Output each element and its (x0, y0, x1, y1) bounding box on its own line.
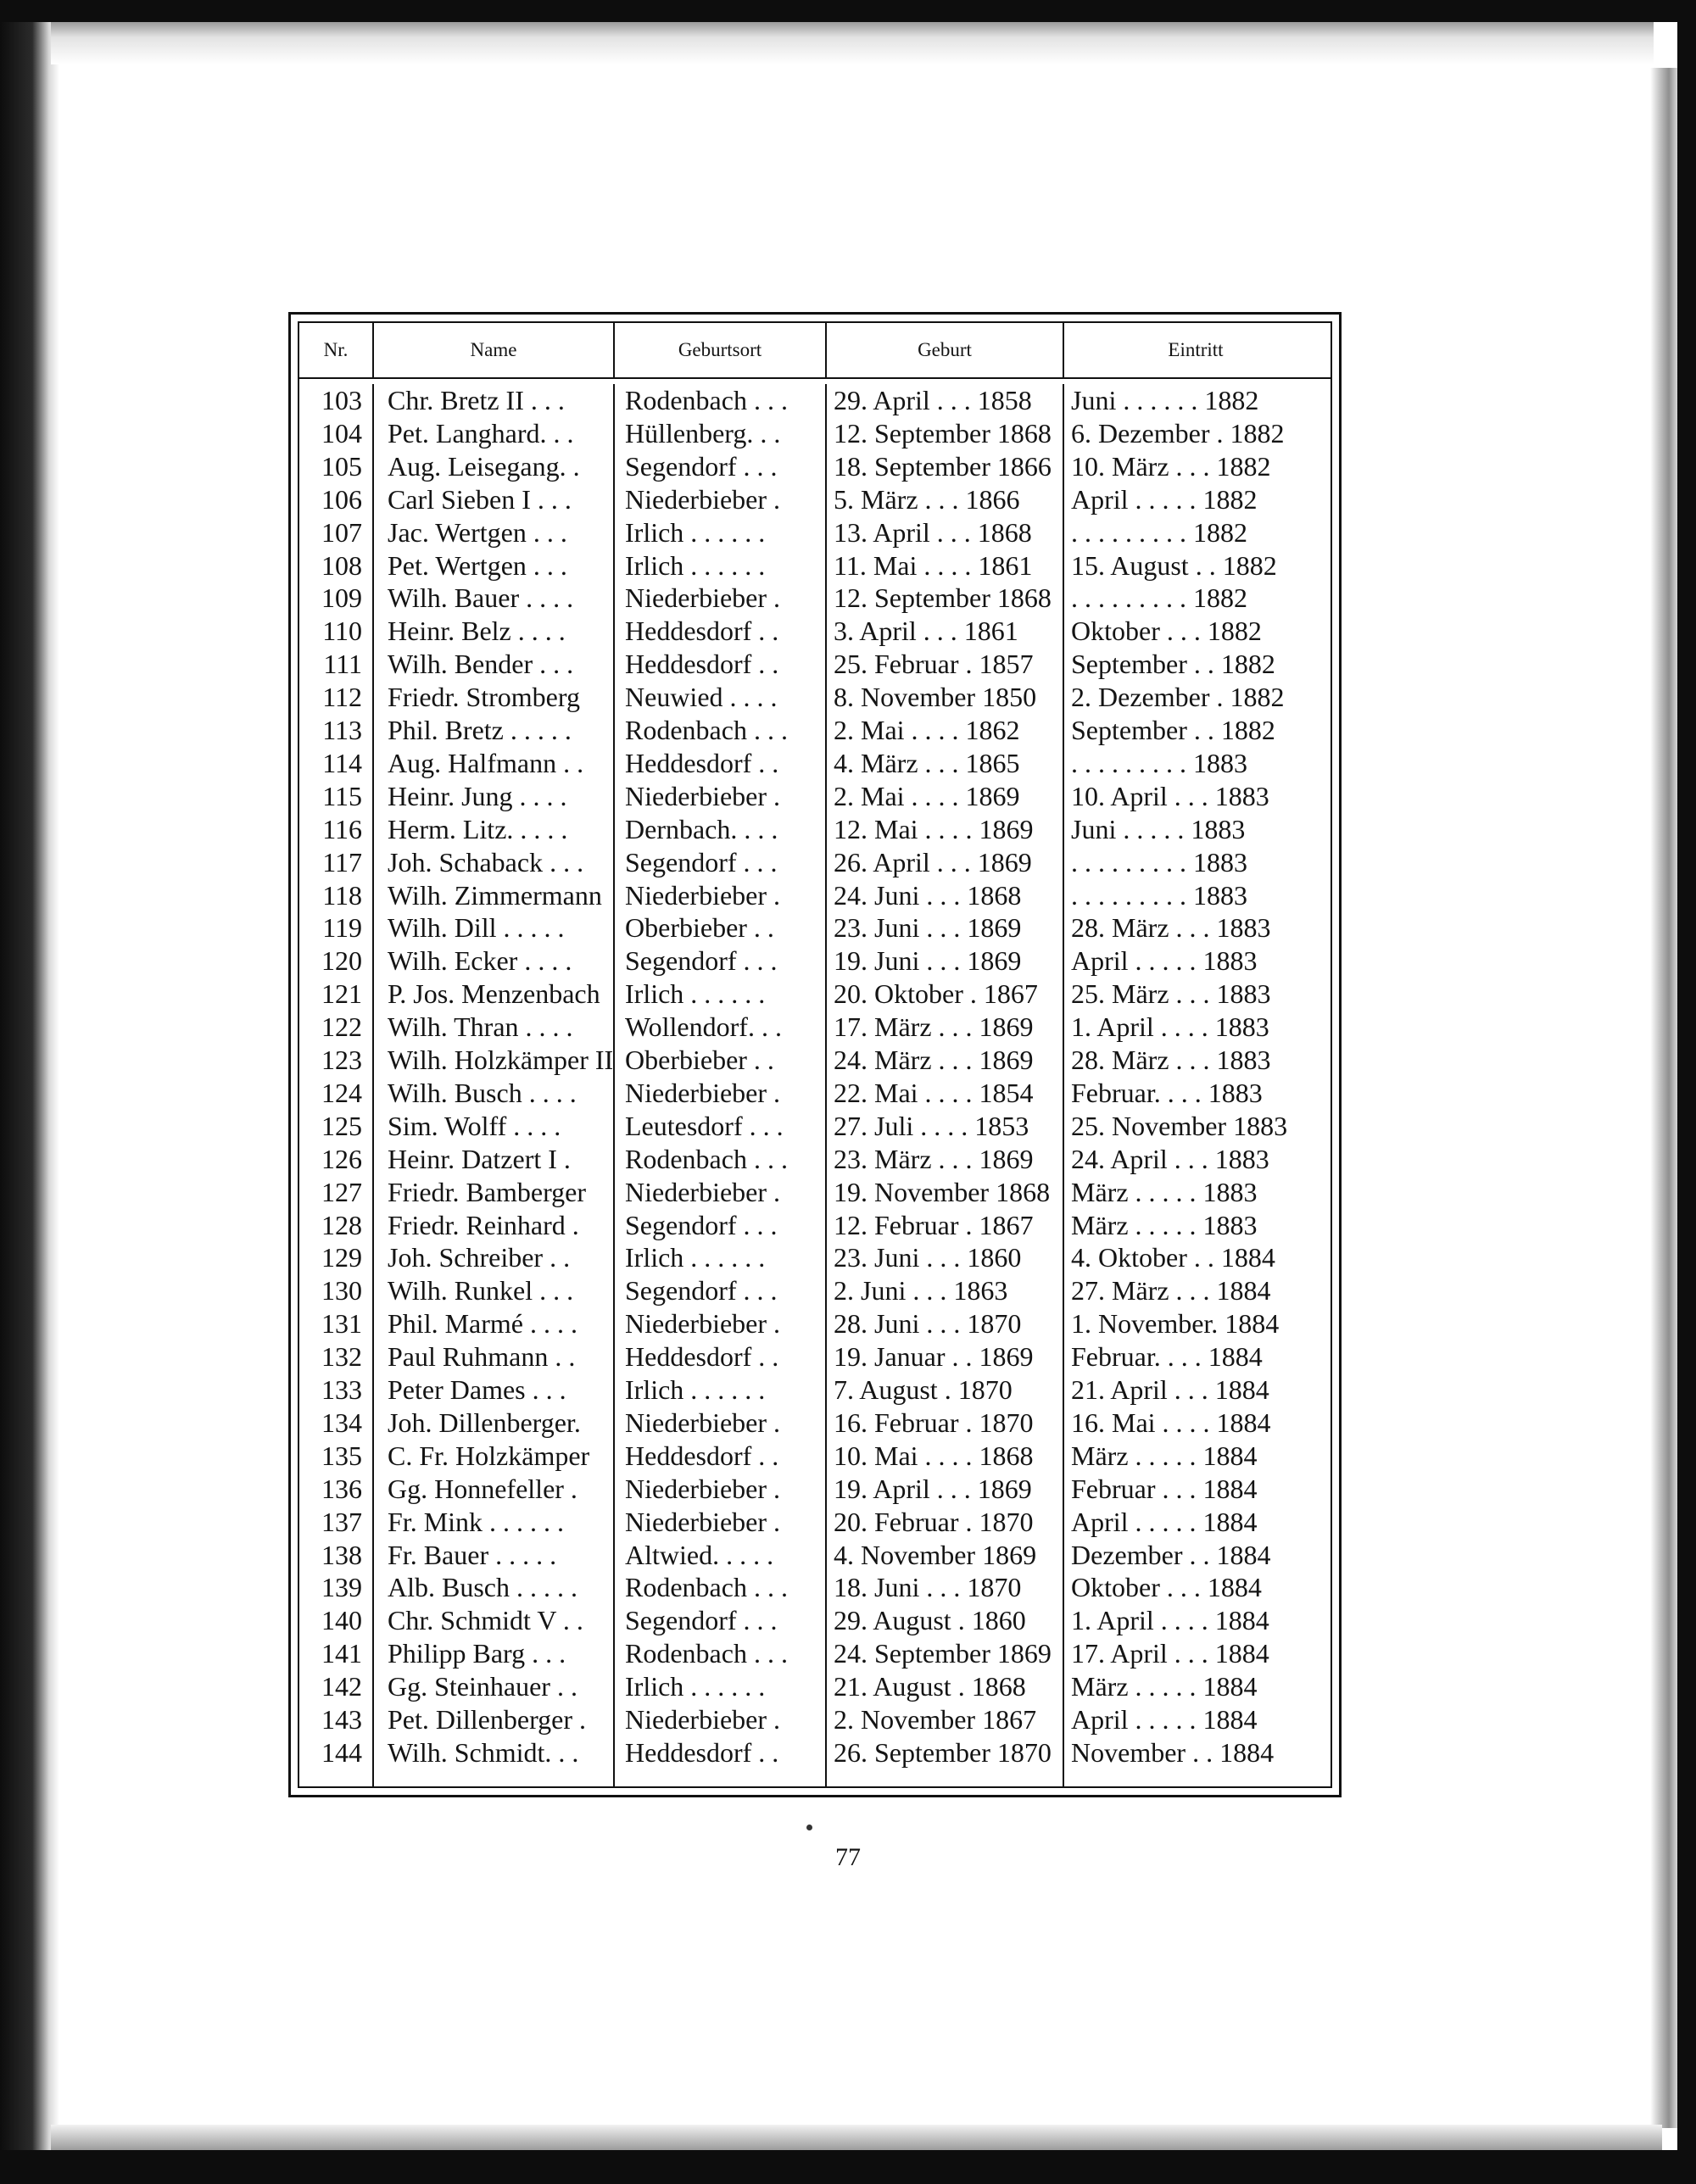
row-number: 131 (321, 1308, 362, 1340)
row-eintritt: 2. Dezember . 1882 (1071, 682, 1285, 713)
row-geburt: 3. April . . . 1861 (834, 616, 1018, 647)
row-number: 106 (321, 483, 362, 515)
row-geburtsort: Heddesdorf . . (625, 616, 779, 647)
table-row (299, 516, 1331, 549)
table-row (299, 1241, 1331, 1274)
row-eintritt: Dezember . . 1884 (1071, 1539, 1271, 1570)
row-eintritt: April . . . . . 1884 (1071, 1506, 1258, 1537)
row-name: Pet. Wertgen . . . (388, 549, 567, 581)
row-geburt: 4. März . . . 1865 (834, 747, 1020, 778)
row-geburtsort: Irlich . . . . . . (625, 549, 766, 581)
row-geburt: 20. Februar . 1870 (834, 1506, 1034, 1537)
table-row (299, 1209, 1331, 1242)
table-row (299, 780, 1331, 813)
row-number: 128 (321, 1209, 362, 1240)
row-eintritt: September . . 1882 (1071, 649, 1275, 680)
row-geburtsort: Segendorf . . . (625, 1605, 778, 1636)
row-number: 142 (321, 1671, 362, 1702)
table-row (299, 648, 1331, 681)
row-eintritt: November . . 1884 (1071, 1736, 1275, 1768)
row-name: Joh. Schaback . . . (388, 846, 584, 878)
row-eintritt: 17. April . . . 1884 (1071, 1638, 1269, 1669)
row-geburtsort: Segendorf . . . (625, 1275, 778, 1306)
row-number: 119 (322, 912, 362, 944)
row-name: Wilh. Bender . . . (388, 649, 574, 680)
row-eintritt: 1. November. 1884 (1071, 1308, 1280, 1340)
row-geburtsort: Heddesdorf . . (625, 747, 779, 778)
header-nr: Nr. (299, 323, 374, 377)
row-geburtsort: Niederbieber . (625, 1506, 781, 1537)
row-geburtsort: Dernbach. . . . (625, 813, 778, 844)
row-geburt: 26. April . . . 1869 (834, 846, 1032, 878)
row-name: Alb. Busch . . . . . (388, 1572, 577, 1603)
row-name: Wilh. Thran . . . . (388, 1011, 573, 1043)
table-row (299, 1340, 1331, 1373)
row-geburt: 2. November 1867 (834, 1704, 1037, 1735)
row-geburtsort: Altwied. . . . . (625, 1539, 774, 1570)
row-geburtsort: Niederbieber . (625, 1176, 781, 1207)
row-number: 109 (321, 582, 362, 614)
row-geburt: 27. Juli . . . . 1853 (834, 1110, 1029, 1141)
row-name: Wilh. Dill . . . . . (388, 912, 565, 944)
row-geburtsort: Segendorf . . . (625, 846, 778, 878)
table-row (299, 1539, 1331, 1572)
row-geburtsort: Niederbieber . (625, 879, 781, 911)
scan-border-bottom (0, 2150, 1696, 2184)
row-geburt: 24. Juni . . . 1868 (834, 879, 1022, 911)
row-number: 107 (321, 516, 362, 548)
row-name: Wilh. Busch . . . . (388, 1077, 577, 1108)
page-bottom-edge-shadow (51, 2125, 1662, 2150)
table-row (299, 1637, 1331, 1670)
row-geburt: 19. April . . . 1869 (834, 1473, 1032, 1504)
row-geburt: 24. März . . . 1869 (834, 1045, 1034, 1075)
row-eintritt: 25. November 1883 (1071, 1110, 1288, 1141)
row-geburtsort: Neuwied . . . . (625, 682, 778, 713)
row-number: 111 (323, 649, 362, 680)
row-eintritt: 15. August . . 1882 (1071, 549, 1277, 581)
row-name: Aug. Leisegang. . (388, 450, 580, 482)
row-name: Friedr. Stromberg (388, 682, 580, 713)
row-number: 133 (321, 1374, 362, 1405)
page-number: 77 (835, 1843, 861, 1871)
row-eintritt: April . . . . . 1884 (1071, 1704, 1258, 1735)
table-row (299, 1307, 1331, 1340)
row-name: P. Jos. Menzenbach (388, 978, 600, 1010)
row-geburtsort: Niederbieber . (625, 1407, 781, 1438)
table-row (299, 1077, 1331, 1110)
row-geburt: 19. November 1868 (834, 1176, 1051, 1207)
row-geburtsort: Irlich . . . . . . (625, 1671, 766, 1702)
row-eintritt: April . . . . . 1882 (1071, 483, 1258, 515)
row-name: Chr. Schmidt V . . (388, 1605, 583, 1636)
row-eintritt: Juni . . . . . 1883 (1071, 813, 1246, 844)
table-row (299, 384, 1331, 417)
table-row (299, 846, 1331, 879)
row-eintritt: . . . . . . . . . 1882 (1071, 582, 1247, 614)
page-top-edge-shadow (51, 22, 1654, 64)
row-name: Joh. Schreiber . . (388, 1242, 571, 1273)
scan-border-top (0, 0, 1696, 22)
row-eintritt: 28. März . . . 1883 (1071, 912, 1271, 944)
row-name: Wilh. Schmidt. . . (388, 1736, 579, 1768)
row-eintritt: 1. April . . . . 1884 (1071, 1605, 1269, 1636)
row-name: Herm. Litz. . . . . (388, 813, 568, 844)
row-name: Jac. Wertgen . . . (388, 516, 567, 548)
row-geburtsort: Rodenbach . . . (625, 385, 788, 415)
row-name: Carl Sieben I . . . (388, 483, 572, 515)
row-eintritt: 21. April . . . 1884 (1071, 1374, 1269, 1405)
row-geburtsort: Heddesdorf . . (625, 649, 779, 680)
row-geburtsort: Oberbieber . . (625, 912, 774, 944)
row-name: Wilh. Zimmermann (388, 879, 602, 911)
row-geburtsort: Heddesdorf . . (625, 1341, 779, 1373)
row-eintritt: März . . . . . 1884 (1071, 1671, 1258, 1702)
row-number: 110 (322, 616, 362, 647)
row-number: 141 (321, 1638, 362, 1669)
row-geburt: 18. Juni . . . 1870 (834, 1572, 1022, 1603)
row-geburtsort: Segendorf . . . (625, 945, 778, 977)
table-row (299, 714, 1331, 747)
row-number: 118 (322, 879, 362, 911)
table-row (299, 1670, 1331, 1703)
row-geburtsort: Heddesdorf . . (625, 1440, 779, 1471)
row-geburt: 23. Juni . . . 1860 (834, 1242, 1022, 1273)
row-number: 127 (321, 1176, 362, 1207)
table-row (299, 681, 1331, 714)
row-geburt: 23. März . . . 1869 (834, 1143, 1034, 1174)
row-eintritt: Oktober . . . 1884 (1071, 1572, 1262, 1603)
row-name: Paul Ruhmann . . (388, 1341, 576, 1373)
row-geburt: 2. Mai . . . . 1869 (834, 780, 1020, 811)
register-table-inner (298, 321, 1332, 1788)
table-row (299, 747, 1331, 780)
row-eintritt: Februar. . . . 1883 (1071, 1077, 1263, 1108)
row-geburt: 22. Mai . . . . 1854 (834, 1077, 1034, 1108)
row-name: Gg. Steinhauer . . (388, 1671, 577, 1702)
row-name: Wilh. Holzkämper II (388, 1045, 614, 1075)
row-number: 116 (322, 813, 362, 844)
row-eintritt: 10. April . . . 1883 (1071, 780, 1269, 811)
row-eintritt: 25. März . . . 1883 (1071, 978, 1271, 1010)
row-number: 120 (321, 945, 362, 977)
row-geburt: 24. September 1869 (834, 1638, 1052, 1669)
row-geburt: 23. Juni . . . 1869 (834, 912, 1022, 944)
row-name: Phil. Bretz . . . . . (388, 715, 572, 745)
row-name: Friedr. Reinhard . (388, 1209, 579, 1240)
row-name: Heinr. Belz . . . . (388, 616, 566, 647)
row-geburt: 10. Mai . . . . 1868 (834, 1440, 1034, 1471)
table-row (299, 417, 1331, 450)
row-geburtsort: Niederbieber . (625, 1308, 781, 1340)
row-number: 117 (322, 846, 362, 878)
row-number: 135 (321, 1440, 362, 1471)
row-geburt: 25. Februar . 1857 (834, 649, 1034, 680)
row-geburt: 18. September 1866 (834, 450, 1052, 482)
table-body (299, 384, 1331, 1786)
row-number: 113 (322, 715, 362, 745)
row-geburt: 16. Februar . 1870 (834, 1407, 1034, 1438)
table-row (299, 1440, 1331, 1473)
page-right-edge-shadow (1650, 68, 1677, 2128)
table-row (299, 1044, 1331, 1077)
row-geburt: 29. August . 1860 (834, 1605, 1026, 1636)
row-eintritt: März . . . . . 1884 (1071, 1440, 1258, 1471)
register-table (288, 312, 1342, 1797)
row-geburtsort: Wollendorf. . . (625, 1011, 782, 1043)
row-geburtsort: Oberbieber . . (625, 1045, 774, 1075)
row-name: Pet. Dillenberger . (388, 1704, 587, 1735)
row-number: 125 (321, 1110, 362, 1141)
row-number: 114 (322, 747, 362, 778)
row-number: 103 (321, 385, 362, 415)
row-geburtsort: Heddesdorf . . (625, 1736, 779, 1768)
row-name: Philipp Barg . . . (388, 1638, 566, 1669)
row-eintritt: 4. Oktober . . 1884 (1071, 1242, 1275, 1273)
row-name: Wilh. Ecker . . . . (388, 945, 572, 977)
row-geburt: 12. September 1868 (834, 417, 1052, 448)
table-row (299, 879, 1331, 912)
row-name: Aug. Halfmann . . (388, 747, 584, 778)
table-row (299, 615, 1331, 648)
row-number: 108 (321, 549, 362, 581)
row-eintritt: 6. Dezember . 1882 (1071, 417, 1285, 448)
row-number: 138 (321, 1539, 362, 1570)
header-geburtsort: Geburtsort (615, 323, 827, 377)
row-name: Wilh. Runkel . . . (388, 1275, 574, 1306)
row-eintritt: März . . . . . 1883 (1071, 1176, 1258, 1207)
row-geburt: 12. September 1868 (834, 582, 1052, 614)
row-eintritt: September . . 1882 (1071, 715, 1275, 745)
row-number: 105 (321, 450, 362, 482)
paper-speck (806, 1825, 812, 1830)
header-name: Name (374, 323, 615, 377)
row-geburt: 17. März . . . 1869 (834, 1011, 1034, 1043)
table-header-row (299, 323, 1331, 379)
table-row (299, 1011, 1331, 1044)
row-name: C. Fr. Holzkämper (388, 1440, 590, 1471)
table-row (299, 1176, 1331, 1209)
row-number: 123 (321, 1045, 362, 1075)
row-name: Wilh. Bauer . . . . (388, 582, 574, 614)
row-geburtsort: Niederbieber . (625, 582, 781, 614)
row-eintritt: Februar . . . 1884 (1071, 1473, 1258, 1504)
row-eintritt: 24. April . . . 1883 (1071, 1143, 1269, 1174)
row-eintritt: . . . . . . . . . 1883 (1071, 846, 1247, 878)
table-row (299, 1473, 1331, 1506)
row-geburt: 4. November 1869 (834, 1539, 1037, 1570)
row-name: Joh. Dillenberger. (388, 1407, 581, 1438)
row-eintritt: . . . . . . . . . 1883 (1071, 879, 1247, 911)
row-number: 126 (321, 1143, 362, 1174)
row-number: 136 (321, 1473, 362, 1504)
table-row (299, 944, 1331, 978)
row-geburt: 29. April . . . 1858 (834, 385, 1032, 415)
row-geburtsort: Irlich . . . . . . (625, 978, 766, 1010)
row-geburt: 11. Mai . . . . 1861 (834, 549, 1033, 581)
row-eintritt: 1. April . . . . 1883 (1071, 1011, 1269, 1043)
table-row (299, 1110, 1331, 1143)
row-number: 129 (321, 1242, 362, 1273)
row-geburtsort: Rodenbach . . . (625, 715, 788, 745)
row-geburt: 12. Mai . . . . 1869 (834, 813, 1034, 844)
row-number: 132 (321, 1341, 362, 1373)
row-number: 144 (321, 1736, 362, 1768)
row-geburt: 2. Juni . . . 1863 (834, 1275, 1008, 1306)
row-geburtsort: Hüllenberg. . . (625, 417, 781, 448)
row-geburt: 8. November 1850 (834, 682, 1037, 713)
row-name: Pet. Langhard. . . (388, 417, 574, 448)
table-row (299, 1703, 1331, 1736)
row-geburtsort: Niederbieber . (625, 1704, 781, 1735)
row-geburtsort: Niederbieber . (625, 1077, 781, 1108)
row-geburt: 19. Januar . . 1869 (834, 1341, 1034, 1373)
row-eintritt: April . . . . . 1883 (1071, 945, 1258, 977)
row-eintritt: 28. März . . . 1883 (1071, 1045, 1271, 1075)
row-name: Chr. Bretz II . . . (388, 385, 565, 415)
header-eintritt: Eintritt (1168, 339, 1224, 360)
row-number: 104 (321, 417, 362, 448)
table-row (299, 450, 1331, 483)
table-row (299, 582, 1331, 615)
row-geburt: 26. September 1870 (834, 1736, 1052, 1768)
table-row (299, 1407, 1331, 1440)
table-row (299, 813, 1331, 846)
row-name: Fr. Bauer . . . . . (388, 1539, 557, 1570)
row-geburtsort: Segendorf . . . (625, 450, 778, 482)
table-row (299, 1604, 1331, 1637)
row-geburt: 2. Mai . . . . 1862 (834, 715, 1020, 745)
row-name: Phil. Marmé . . . . (388, 1308, 577, 1340)
row-number: 112 (322, 682, 362, 713)
row-geburt: 12. Februar . 1867 (834, 1209, 1034, 1240)
table-row (299, 1506, 1331, 1539)
row-geburtsort: Rodenbach . . . (625, 1572, 788, 1603)
row-number: 140 (321, 1605, 362, 1636)
row-number: 139 (321, 1572, 362, 1603)
row-geburt: 7. August . 1870 (834, 1374, 1013, 1405)
row-geburtsort: Niederbieber . (625, 780, 781, 811)
row-geburt: 19. Juni . . . 1869 (834, 945, 1022, 977)
row-number: 124 (321, 1077, 362, 1108)
row-geburtsort: Irlich . . . . . . (625, 516, 766, 548)
table-row (299, 1274, 1331, 1307)
row-geburt: 13. April . . . 1868 (834, 516, 1032, 548)
table-row (299, 978, 1331, 1011)
row-name: Fr. Mink . . . . . . (388, 1506, 565, 1537)
row-number: 115 (322, 780, 362, 811)
row-number: 137 (321, 1506, 362, 1537)
row-name: Peter Dames . . . (388, 1374, 566, 1405)
row-eintritt: 27. März . . . 1884 (1071, 1275, 1271, 1306)
row-name: Gg. Honnefeller . (388, 1473, 577, 1504)
row-geburt: 5. März . . . 1866 (834, 483, 1020, 515)
row-number: 122 (321, 1011, 362, 1043)
row-geburtsort: Irlich . . . . . . (625, 1242, 766, 1273)
row-eintritt: März . . . . . 1883 (1071, 1209, 1258, 1240)
row-number: 130 (321, 1275, 362, 1306)
row-geburtsort: Rodenbach . . . (625, 1143, 788, 1174)
row-geburtsort: Niederbieber . (625, 1473, 781, 1504)
row-geburtsort: Leutesdorf . . . (625, 1110, 784, 1141)
row-geburt: 28. Juni . . . 1870 (834, 1308, 1022, 1340)
row-number: 134 (321, 1407, 362, 1438)
row-name: Heinr. Datzert I . (388, 1143, 571, 1174)
header-geburt: Geburt (827, 323, 1064, 377)
row-geburtsort: Rodenbach . . . (625, 1638, 788, 1669)
table-row (299, 549, 1331, 582)
row-eintritt: . . . . . . . . . 1882 (1071, 516, 1247, 548)
table-row (299, 1736, 1331, 1769)
row-geburtsort: Irlich . . . . . . (625, 1374, 766, 1405)
table-row (299, 1571, 1331, 1604)
row-geburtsort: Segendorf . . . (625, 1209, 778, 1240)
row-eintritt: 16. Mai . . . . 1884 (1071, 1407, 1271, 1438)
table-row (299, 911, 1331, 944)
row-eintritt: Juni . . . . . . 1882 (1071, 385, 1259, 415)
row-number: 121 (321, 978, 362, 1010)
row-number: 143 (321, 1704, 362, 1735)
row-name: Sim. Wolff . . . . (388, 1110, 561, 1141)
table-row (299, 1373, 1331, 1407)
row-geburtsort: Niederbieber . (625, 483, 781, 515)
row-eintritt: Februar. . . . 1884 (1071, 1341, 1263, 1373)
table-row (299, 483, 1331, 516)
row-eintritt: Oktober . . . 1882 (1071, 616, 1262, 647)
table-row (299, 1143, 1331, 1176)
row-name: Heinr. Jung . . . . (388, 780, 567, 811)
row-geburt: 21. August . 1868 (834, 1671, 1026, 1702)
row-geburt: 20. Oktober . 1867 (834, 978, 1038, 1010)
row-eintritt: 10. März . . . 1882 (1071, 450, 1271, 482)
row-name: Friedr. Bamberger (388, 1176, 587, 1207)
row-eintritt: . . . . . . . . . 1883 (1071, 747, 1247, 778)
